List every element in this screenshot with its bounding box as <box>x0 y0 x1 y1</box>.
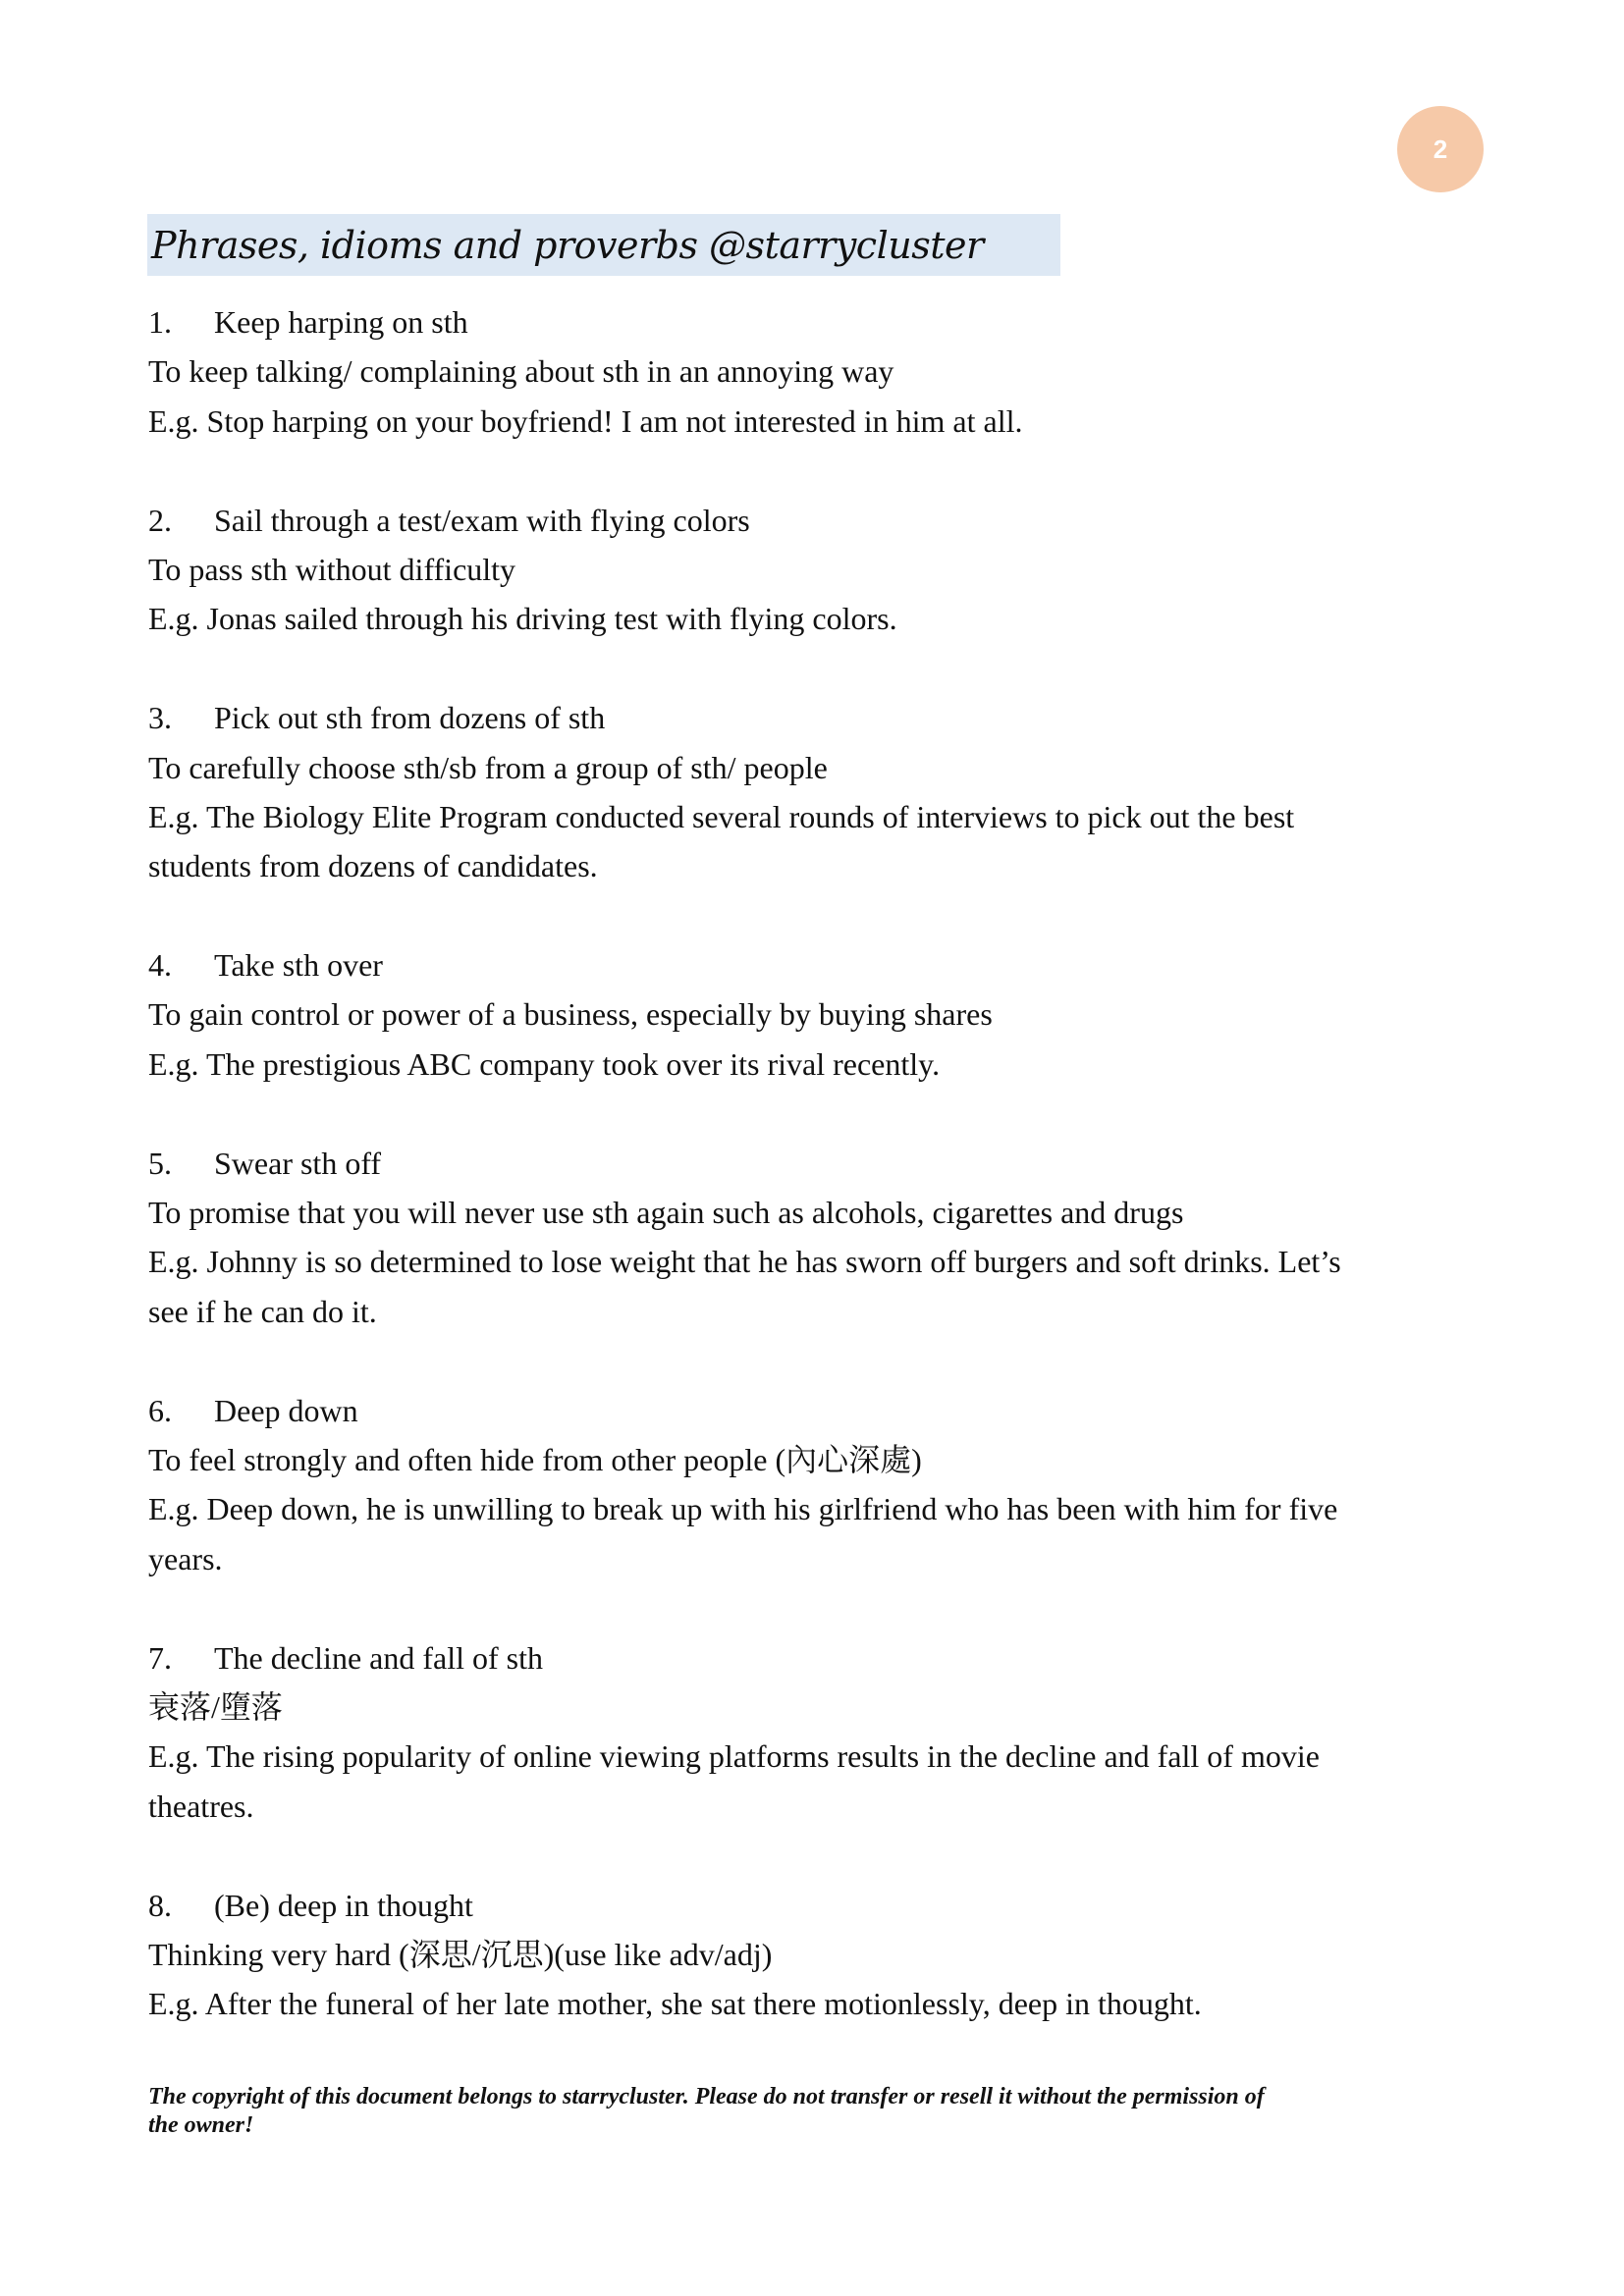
phrase-item <box>148 1633 1484 1832</box>
phrase-heading <box>148 1386 1484 1435</box>
phrase-term: Pick out sth from dozens of sth <box>214 700 606 736</box>
phrase-number: 8. <box>148 1887 172 1923</box>
phrase-item <box>148 693 1484 891</box>
spacer <box>148 1089 1484 1138</box>
phrase-term: Swear sth off <box>214 1145 382 1181</box>
phrase-example: years. <box>148 1540 223 1576</box>
phrase-example: E.g. Jonas sailed through his driving test with flying colors. <box>148 601 897 637</box>
phrase-example: theatres. <box>148 1788 254 1824</box>
phrase-item <box>148 1386 1484 1584</box>
spacer <box>148 891 1484 940</box>
phrase-heading <box>148 496 1484 545</box>
phrase-number: 2. <box>148 502 172 538</box>
phrase-definition: To promise that you will never use sth again such as alcohols, cigarettes and drugs <box>148 1195 1184 1231</box>
phrase-definition: To pass sth without difficulty <box>148 551 516 587</box>
phrase-number: 6. <box>148 1392 172 1428</box>
copyright-line-2: the owner! <box>148 2112 254 2138</box>
page-title-banner <box>147 214 1060 276</box>
phrase-item <box>148 297 1484 446</box>
phrase-definition: To carefully choose sth/sb from a group of sth/ people <box>148 749 828 785</box>
phrase-item <box>148 1139 1484 1337</box>
phrase-example: E.g. After the funeral of her late mother, she sat there motionlessly, deep in thought. <box>148 1986 1202 2022</box>
copyright-line-1: The copyright of this document belongs to starrycluster. Please do not transfer or resell it without the permission of <box>148 2084 1265 2109</box>
phrase-heading <box>148 940 1484 989</box>
phrase-example: E.g. The prestigious ABC company took over its rival recently. <box>148 1045 941 1082</box>
page-number: 2 <box>1433 133 1448 164</box>
phrase-term: The decline and fall of sth <box>214 1639 543 1676</box>
phrase-number: 1. <box>148 304 172 340</box>
phrase-heading <box>148 1881 1484 1930</box>
phrase-definition: 衰落/墮落 <box>148 1688 283 1725</box>
spacer <box>148 644 1484 693</box>
phrase-example: E.g. The rising popularity of online viewing platforms results in the decline and fall of movie <box>148 1738 1320 1775</box>
phrase-list <box>148 297 1484 2029</box>
phrase-item <box>148 940 1484 1089</box>
spacer <box>148 446 1484 495</box>
phrase-example: E.g. Stop harping on your boyfriend! I am not interested in him at all. <box>148 402 1023 439</box>
page-title: Phrases, idioms and proverbs @starrycluster <box>151 223 984 267</box>
spacer <box>148 1336 1484 1385</box>
phrase-heading <box>148 297 1484 347</box>
phrase-definition: Thinking very hard (深思/沉思)(use like adv/adj) <box>148 1936 773 1972</box>
phrase-term: (Be) deep in thought <box>214 1887 473 1923</box>
phrase-number: 4. <box>148 947 172 984</box>
phrase-example: E.g. Johnny is so determined to lose weight that he has sworn off burgers and soft drinks. Let’s <box>148 1244 1341 1280</box>
phrase-example: see if he can do it. <box>148 1293 377 1329</box>
phrase-term: Sail through a test/exam with flying colors <box>214 502 750 538</box>
spacer <box>148 1583 1484 1632</box>
phrase-item <box>148 1881 1484 2029</box>
phrase-example: students from dozens of candidates. <box>148 848 598 884</box>
phrase-term: Keep harping on sth <box>214 304 468 340</box>
phrase-heading <box>148 693 1484 742</box>
phrase-term: Deep down <box>214 1392 358 1428</box>
phrase-heading <box>148 1633 1484 1682</box>
spacer <box>148 1831 1484 1880</box>
copyright-notice <box>148 2083 1484 2140</box>
phrase-number: 5. <box>148 1145 172 1181</box>
phrase-definition: To gain control or power of a business, especially by buying shares <box>148 996 993 1033</box>
phrase-definition: To keep talking/ complaining about sth in an annoying way <box>148 353 894 390</box>
phrase-term: Take sth over <box>214 947 383 984</box>
phrase-heading <box>148 1139 1484 1188</box>
phrase-number: 7. <box>148 1639 172 1676</box>
phrase-example: E.g. The Biology Elite Program conducted several rounds of interviews to pick out the best <box>148 798 1295 834</box>
phrase-number: 3. <box>148 700 172 736</box>
phrase-example: E.g. Deep down, he is unwilling to break up with his girlfriend who has been with him for five <box>148 1491 1338 1527</box>
page-number-badge <box>1397 106 1484 192</box>
phrase-item <box>148 496 1484 644</box>
phrase-definition: To feel strongly and often hide from other people (內心深處) <box>148 1441 922 1477</box>
